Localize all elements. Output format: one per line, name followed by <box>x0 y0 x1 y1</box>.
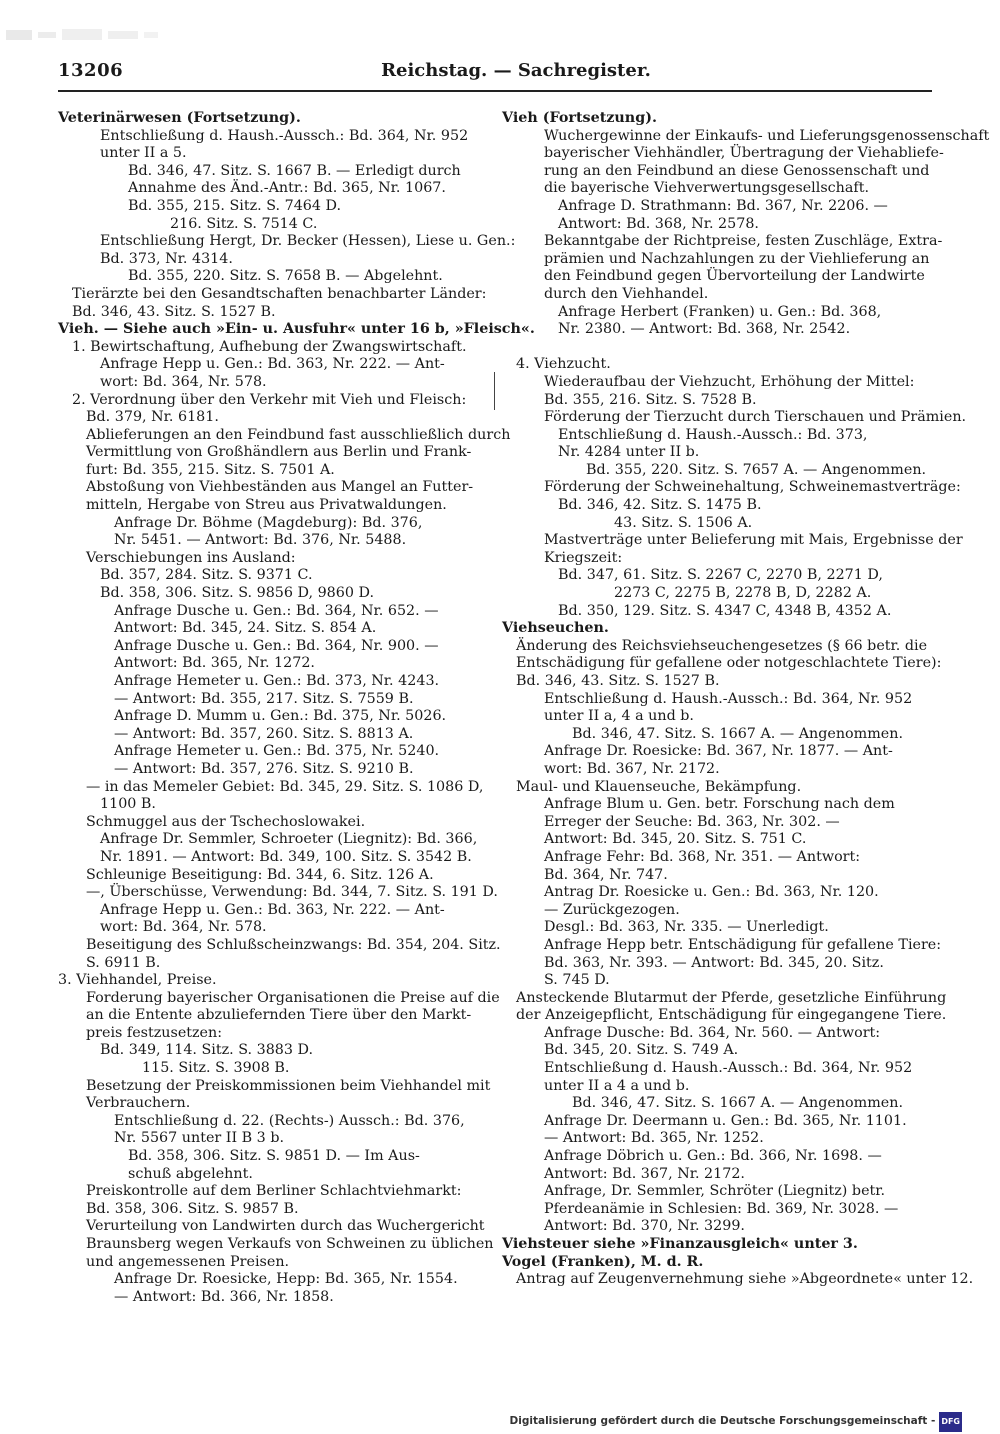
index-line: Bd. 355, 220. Sitz. S. 7657 A. — Angenommen. <box>586 461 927 478</box>
index-line <box>502 339 932 357</box>
index-line: Anfrage Döbrich u. Gen.: Bd. 366, Nr. 1698. — <box>544 1148 882 1165</box>
index-line: Vieh (Fortsetzung). <box>502 110 657 126</box>
index-line: Viehseuchen. <box>502 620 609 637</box>
index-line: Pferdeanämie in Schlesien: Bd. 369, Nr. 3028. — <box>544 1200 899 1217</box>
index-line: — Antwort: Bd. 365, Nr. 1252. <box>544 1130 764 1147</box>
index-line: Änderung des Reichsviehseuchengesetzes (§ 66 betr. die <box>516 637 928 654</box>
index-line: Entschließung Hergt, Dr. Becker (Hessen), Liese u. Gen.: <box>100 233 516 250</box>
index-line: Anfrage D. Mumm u. Gen.: Bd. 375, Nr. 5026. <box>114 708 447 725</box>
index-line: Verurteilung von Landwirten durch das Wuchergericht <box>86 1218 485 1235</box>
index-line: bayerischer Viehhändler, Übertragung der Viehabliefe- <box>544 145 944 162</box>
index-line: Verbrauchern. <box>86 1095 191 1112</box>
index-line: Schleunige Beseitigung: Bd. 344, 6. Sitz. 126 A. <box>86 866 434 883</box>
index-line: Nr. 2380. — Antwort: Bd. 368, Nr. 2542. <box>558 321 851 338</box>
index-line: Anfrage Dr. Roesicke: Bd. 367, Nr. 1877. — Ant- <box>544 743 893 760</box>
index-line: Nr. 1891. — Antwort: Bd. 349, 100. Sitz. S. 3542 B. <box>100 848 472 865</box>
index-line: Anfrage, Dr. Semmler, Schröter (Liegnitz) betr. <box>544 1183 886 1200</box>
index-line: Förderung der Tierzucht durch Tierschauen und Prämien. <box>544 409 967 426</box>
footer <box>510 1412 962 1432</box>
index-line: Viehsteuer siehe »Finanzausgleich« unter 3. <box>502 1236 858 1252</box>
index-line: Maul- und Klauenseuche, Bekämpfung. <box>516 778 802 795</box>
index-line: Vogel (Franken), M. d. R. <box>502 1253 704 1270</box>
index-line: 3. Viehhandel, Preise. <box>58 972 217 989</box>
index-line: Antwort: Bd. 345, 20. Sitz. S. 751 C. <box>544 831 807 848</box>
index-line: Anfrage Hepp u. Gen.: Bd. 363, Nr. 222. — Ant- <box>100 356 445 373</box>
index-line: Wiederaufbau der Viehzucht, Erhöhung der Mittel: <box>544 373 915 390</box>
header-rule <box>58 90 932 92</box>
index-line: Bd. 346, 47. Sitz. S. 1667 A. — Angenommen. <box>572 1095 903 1112</box>
index-line: Antwort: Bd. 367, Nr. 2172. <box>544 1165 745 1182</box>
index-line: Vermittlung von Großhändlern aus Berlin und Frank- <box>86 444 472 461</box>
index-line: Anfrage Dr. Roesicke, Hepp: Bd. 365, Nr. 1554. <box>114 1271 458 1288</box>
index-line: Forderung bayerischer Organisationen die Preise auf die <box>86 989 500 1006</box>
index-line: Entschließung d. Haush.-Aussch.: Bd. 364, Nr. 952 <box>544 1060 913 1077</box>
index-line: Anfrage Hemeter u. Gen.: Bd. 375, Nr. 5240. <box>114 743 440 760</box>
index-line: Anfrage Dr. Deermann u. Gen.: Bd. 365, Nr. 1101. <box>544 1112 907 1129</box>
index-line: 1. Bewirtschaftung, Aufhebung der Zwangswirtschaft. <box>72 338 467 355</box>
index-line: Ablieferungen an den Feindbund fast ausschließlich durch <box>86 426 511 443</box>
index-line: Anfrage Hepp betr. Entschädigung für gefallene Tiere: <box>544 936 942 953</box>
index-line: Anfrage Hepp u. Gen.: Bd. 363, Nr. 222. — Ant- <box>100 901 445 918</box>
index-line: — Zurückgezogen. <box>544 901 680 918</box>
index-line: wort: Bd. 364, Nr. 578. <box>100 373 267 390</box>
index-line: Veterinärwesen (Fortsetzung). <box>58 110 301 126</box>
index-line: preis festzusetzen: <box>86 1024 223 1041</box>
index-line: Annahme des Änd.-Antr.: Bd. 365, Nr. 1067. <box>128 180 446 197</box>
index-line: Tierärzte bei den Gesandtschaften benachbarter Länder: <box>72 285 487 302</box>
index-line: Vieh. — Siehe auch »Ein- u. Ausfuhr« unter 16 b, »Fleisch«. <box>58 321 535 338</box>
index-line: an die Entente abzuliefernden Tiere über den Markt- <box>86 1007 472 1024</box>
faded-stamp <box>4 24 204 46</box>
index-line: 1100 B. <box>100 796 156 813</box>
index-line: Antwort: Bd. 365, Nr. 1272. <box>114 655 315 672</box>
index-line: Anfrage D. Strathmann: Bd. 367, Nr. 2206. — <box>558 197 888 214</box>
index-line: und angemessenen Preisen. <box>86 1253 290 1270</box>
index-line: Bd. 355, 216. Sitz. S. 7528 B. <box>544 391 757 408</box>
index-line: 2273 C, 2275 B, 2278 B, D, 2282 A. <box>614 585 872 602</box>
footer-credit: Digitalisierung gefördert durch die Deutsche Forschungsgemeinschaft - <box>509 1415 936 1427</box>
dfg-logo: DFG <box>939 1412 962 1432</box>
index-line: Entschließung d. Haush.-Aussch.: Bd. 373, <box>558 426 868 443</box>
index-line: Anfrage Herbert (Franken) u. Gen.: Bd. 368, <box>558 303 882 320</box>
index-line: Bd. 364, Nr. 747. <box>544 866 668 883</box>
index-line: Bd. 346, 42. Sitz. S. 1475 B. <box>558 497 762 514</box>
index-line: Bd. 346, 43. Sitz. S. 1527 B. <box>516 673 720 689</box>
index-line: Preiskontrolle auf dem Berliner Schlachtviehmarkt: <box>86 1183 462 1200</box>
index-line: Antwort: Bd. 345, 24. Sitz. S. 854 A. <box>114 620 377 637</box>
index-line: Anfrage Hemeter u. Gen.: Bd. 373, Nr. 4243. <box>114 673 440 689</box>
index-line: Entschließung d. Haush.-Aussch.: Bd. 364, Nr. 952 <box>100 127 469 144</box>
index-line: Bd. 349, 114. Sitz. S. 3883 D. <box>100 1042 314 1059</box>
index-line: furt: Bd. 355, 215. Sitz. S. 7501 A. <box>86 461 335 478</box>
index-line: mitteln, Hergabe von Streu aus Privatwaldungen. <box>86 497 447 514</box>
index-line: 43. Sitz. S. 1506 A. <box>614 514 753 531</box>
index-line: Bd. 345, 20. Sitz. S. 749 A. <box>544 1042 739 1059</box>
right-column <box>502 110 990 1289</box>
index-line: S. 745 D. <box>544 972 610 989</box>
index-line: Anfrage Dr. Semmler, Schroeter (Liegnitz): Bd. 366, <box>100 831 478 848</box>
index-line: Desgl.: Bd. 363, Nr. 335. — Unerledigt. <box>544 919 829 936</box>
page-number: 13206 <box>58 60 124 81</box>
index-line: — Antwort: Bd. 355, 217. Sitz. S. 7559 B. <box>114 690 414 707</box>
index-line: Anfrage Dusche u. Gen.: Bd. 364, Nr. 652. — <box>114 602 439 619</box>
index-line: —, Überschüsse, Verwendung: Bd. 344, 7. Sitz. S. 191 D. <box>86 884 498 901</box>
index-line: Bd. 357, 284. Sitz. S. 9371 C. <box>100 567 313 584</box>
index-line: prämien und Nachzahlungen zu der Viehlieferung an <box>544 250 930 267</box>
index-line: Anfrage Dusche u. Gen.: Bd. 364, Nr. 900. — <box>114 637 439 654</box>
index-line: rung an den Feindbund an diese Genossenschaft und <box>544 162 930 179</box>
index-line: Antrag auf Zeugenvernehmung siehe »Abgeordnete« unter 12. <box>516 1271 974 1288</box>
index-line: Entschließung d. Haush.-Aussch.: Bd. 364, Nr. 952 <box>544 690 913 707</box>
index-line: Verschiebungen ins Ausland: <box>86 549 296 566</box>
index-line: Bd. 373, Nr. 4314. <box>100 250 233 267</box>
index-line: — Antwort: Bd. 357, 276. Sitz. S. 9210 B. <box>114 760 414 777</box>
index-line: 115. Sitz. S. 3908 B. <box>142 1060 290 1077</box>
index-line: Bd. 347, 61. Sitz. S. 2267 C, 2270 B, 2271 D, <box>558 567 883 584</box>
index-line: die bayerische Viehverwertungsgesellschaft. <box>544 180 869 197</box>
index-line: Schmuggel aus der Tschechoslowakei. <box>86 813 366 830</box>
index-line: — Antwort: Bd. 366, Nr. 1858. <box>114 1288 334 1305</box>
index-line: 216. Sitz. S. 7514 C. <box>170 215 318 232</box>
index-line: Bekanntgabe der Richtpreise, festen Zuschläge, Extra- <box>544 233 943 250</box>
index-line: 4. Viehzucht. <box>516 356 611 373</box>
index-line: Nr. 5451. — Antwort: Bd. 376, Nr. 5488. <box>114 532 407 549</box>
index-line: Bd. 358, 306. Sitz. S. 9856 D, 9860 D. <box>100 585 375 602</box>
index-line: Bd. 355, 220. Sitz. S. 7658 B. — Abgelehnt. <box>128 268 443 285</box>
index-line: Bd. 358, 306. Sitz. S. 9851 D. — Im Aus- <box>128 1148 420 1165</box>
index-line: Mastverträge unter Belieferung mit Mais, Ergebnisse der <box>544 532 963 549</box>
index-line: unter II a, 4 a und b. <box>544 708 694 725</box>
index-line: durch den Viehhandel. <box>544 285 709 302</box>
index-line: Antwort: Bd. 368, Nr. 2578. <box>558 215 759 232</box>
left-column <box>58 110 535 1306</box>
index-line: Entschließung d. 22. (Rechts-) Aussch.: Bd. 376, <box>114 1112 465 1129</box>
index-line: Beseitigung des Schlußscheinzwangs: Bd. 354, 204. Sitz. <box>86 936 501 953</box>
index-line: Antrag Dr. Roesicke u. Gen.: Bd. 363, Nr. 120. <box>544 884 879 901</box>
index-line: unter II a 4 a und b. <box>544 1077 690 1094</box>
index-line: Bd. 350, 129. Sitz. S. 4347 C, 4348 B, 4352 A. <box>558 602 892 619</box>
index-line: Bd. 363, Nr. 393. — Antwort: Bd. 345, 20. Sitz. <box>544 954 884 971</box>
index-line: Bd. 346, 47. Sitz. S. 1667 A. — Angenommen. <box>572 725 903 742</box>
index-line: schuß abgelehnt. <box>128 1165 253 1182</box>
index-line: Bd. 379, Nr. 6181. <box>86 409 219 426</box>
index-line: Wuchergewinne der Einkaufs- und Lieferungsgenossenschaft <box>544 127 990 144</box>
index-line: Braunsberg wegen Verkaufs von Schweinen zu üblichen <box>86 1236 494 1252</box>
index-line: Entschädigung für gefallene oder notgeschlachtete Tiere): <box>516 655 942 672</box>
index-line: Nr. 4284 unter II b. <box>558 444 700 461</box>
index-line: Antwort: Bd. 370, Nr. 3299. <box>544 1218 745 1235</box>
index-line: Ansteckende Blutarmut der Pferde, gesetzliche Einführung <box>516 989 947 1006</box>
running-head: Reichstag. — Sachregister. <box>381 60 651 81</box>
index-line: den Feindbund gegen Übervorteilung der Landwirte <box>544 268 925 285</box>
index-line: Anfrage Fehr: Bd. 368, Nr. 351. — Antwort: <box>544 848 861 865</box>
index-line: Kriegszeit: <box>544 549 623 566</box>
index-line: Bd. 355, 215. Sitz. S. 7464 D. <box>128 197 342 214</box>
index-line: Förderung der Schweinehaltung, Schweinemastverträge: <box>544 479 961 496</box>
index-line: Nr. 5567 unter II B 3 b. <box>114 1130 285 1147</box>
index-line: Bd. 346, 47. Sitz. S. 1667 B. — Erledigt durch <box>128 162 461 179</box>
index-line: Bd. 358, 306. Sitz. S. 9857 B. <box>86 1200 299 1217</box>
index-line: Besetzung der Preiskommissionen beim Viehhandel mit <box>86 1077 491 1094</box>
index-line: unter II a 5. <box>100 145 187 162</box>
index-line: Anfrage Dr. Böhme (Magdeburg): Bd. 376, <box>114 514 423 531</box>
index-line: S. 6911 B. <box>86 954 161 971</box>
index-line: — in das Memeler Gebiet: Bd. 345, 29. Sitz. S. 1086 D, <box>86 778 484 795</box>
index-line: Abstoßung von Viehbeständen aus Mangel an Futter- <box>86 479 474 496</box>
index-line: — Antwort: Bd. 357, 260. Sitz. S. 8813 A. <box>114 725 414 742</box>
index-line: Erreger der Seuche: Bd. 363, Nr. 302. — <box>544 813 840 830</box>
column-divider <box>494 372 495 410</box>
index-line: wort: Bd. 364, Nr. 578. <box>100 919 267 936</box>
index-line: Bd. 346, 43. Sitz. S. 1527 B. <box>72 303 276 320</box>
index-line: der Anzeigepflicht, Entschädigung für eingegangene Tiere. <box>516 1007 947 1024</box>
index-line: 2. Verordnung über den Verkehr mit Vieh und Fleisch: <box>72 391 467 408</box>
index-line: wort: Bd. 367, Nr. 2172. <box>544 760 720 777</box>
index-line: Anfrage Dusche: Bd. 364, Nr. 560. — Antwort: <box>544 1024 881 1041</box>
index-line: Anfrage Blum u. Gen. betr. Forschung nach dem <box>544 796 895 813</box>
